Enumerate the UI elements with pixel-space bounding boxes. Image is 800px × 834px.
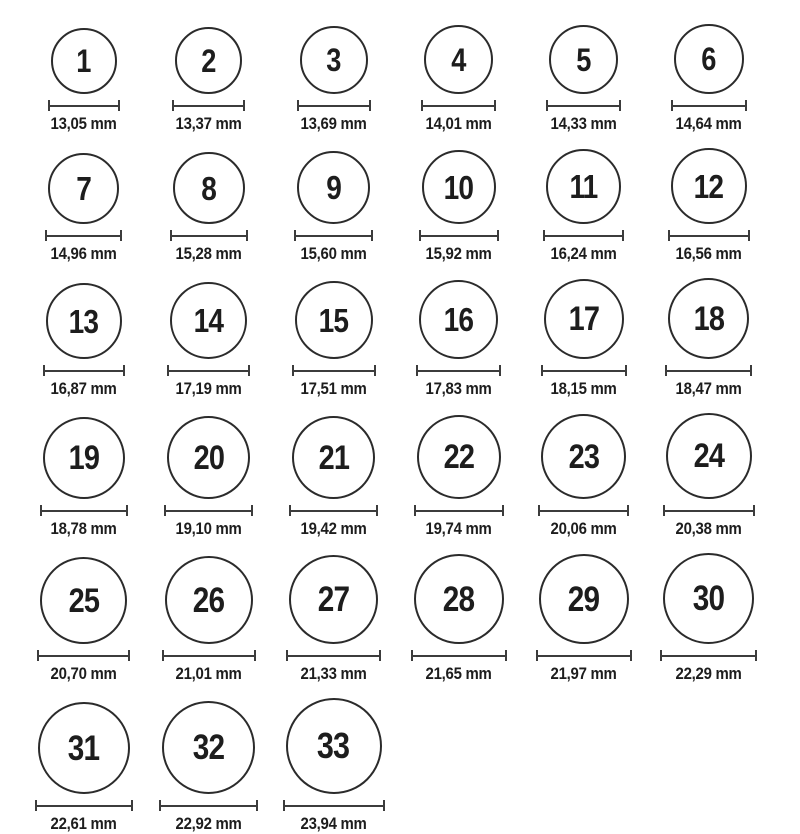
- diameter-dimension-line: [172, 100, 245, 111]
- ring-size-item: [646, 413, 771, 539]
- diameter-label: 16,56 mm: [675, 244, 742, 263]
- ring-circle: [48, 153, 119, 224]
- diameter-label: 17,19 mm: [175, 379, 242, 398]
- ring-circle: [286, 698, 382, 794]
- ring-size-number: 11: [569, 168, 598, 205]
- diameter-dimension-line: [411, 650, 507, 661]
- diameter-dimension-line: [660, 650, 757, 661]
- diameter-dimension-line: [170, 230, 248, 241]
- ring-size-item: [21, 702, 146, 834]
- ring-circle: [297, 151, 370, 224]
- ring-size-number: 17: [568, 300, 599, 338]
- ring-size-item: [21, 153, 146, 264]
- diameter-dimension-line: [421, 100, 496, 111]
- ring-circle: [295, 281, 373, 359]
- ring-circle: [170, 282, 247, 359]
- diameter-dimension-line: [297, 100, 371, 111]
- diameter-dimension-line: [419, 230, 499, 241]
- ring-circle: [419, 280, 498, 359]
- ring-size-number: 24: [693, 437, 724, 475]
- diameter-dimension-line: [416, 365, 501, 376]
- diameter-label: 16,87 mm: [50, 379, 117, 398]
- ring-size-item: [146, 27, 271, 134]
- diameter-label: 16,24 mm: [550, 244, 617, 263]
- ring-size-item: [646, 553, 771, 684]
- ring-circle: [300, 26, 368, 94]
- ring-size-item: [521, 25, 646, 134]
- ring-size-item: [146, 282, 271, 399]
- ring-size-item: [396, 150, 521, 264]
- diameter-dimension-line: [48, 100, 120, 111]
- ring-size-item: [521, 414, 646, 539]
- diameter-dimension-line: [286, 650, 381, 661]
- diameter-label: 21,65 mm: [425, 664, 492, 683]
- ring-size-number: 28: [442, 579, 475, 619]
- ring-size-item: [396, 280, 521, 399]
- ring-size-number: 33: [317, 725, 350, 766]
- ring-size-number: 6: [701, 41, 716, 77]
- ring-circle: [539, 554, 629, 644]
- ring-size-item: [396, 25, 521, 134]
- ring-size-item: [521, 554, 646, 684]
- diameter-dimension-line: [663, 505, 755, 516]
- diameter-dimension-line: [35, 800, 133, 811]
- ring-circle: [38, 702, 130, 794]
- diameter-label: 20,06 mm: [550, 519, 617, 538]
- diameter-dimension-line: [414, 505, 504, 516]
- diameter-dimension-line: [45, 230, 122, 241]
- ring-size-number: 13: [68, 302, 99, 340]
- diameter-dimension-line: [40, 505, 128, 516]
- diameter-label: 15,92 mm: [425, 244, 492, 263]
- ring-circle: [175, 27, 242, 94]
- ring-size-number: 31: [67, 728, 100, 768]
- ring-circle: [167, 416, 250, 499]
- ring-circle: [417, 415, 501, 499]
- diameter-dimension-line: [292, 365, 376, 376]
- diameter-label: 20,70 mm: [50, 664, 117, 683]
- diameter-label: 15,60 mm: [300, 244, 367, 263]
- ring-size-item: [21, 28, 146, 134]
- ring-circle: [51, 28, 117, 94]
- diameter-label: 14,33 mm: [550, 114, 617, 133]
- ring-size-number: 19: [68, 439, 99, 477]
- diameter-label: 23,94 mm: [300, 814, 367, 833]
- diameter-dimension-line: [536, 650, 632, 661]
- diameter-label: 22,61 mm: [50, 814, 117, 833]
- diameter-label: 15,28 mm: [175, 244, 242, 263]
- diameter-label: 18,47 mm: [675, 379, 742, 398]
- ring-size-number: 30: [692, 579, 725, 618]
- diameter-label: 13,37 mm: [175, 114, 242, 133]
- diameter-dimension-line: [665, 365, 752, 376]
- diameter-dimension-line: [167, 365, 250, 376]
- ring-circle: [46, 283, 122, 359]
- ring-size-number: 10: [443, 168, 474, 206]
- diameter-label: 19,74 mm: [425, 519, 492, 538]
- ring-size-item: [271, 26, 396, 134]
- ring-circle: [173, 152, 245, 224]
- ring-size-number: 8: [201, 169, 216, 207]
- diameter-label: 22,92 mm: [175, 814, 242, 833]
- ring-circle: [663, 553, 754, 644]
- ring-circle: [162, 701, 255, 794]
- ring-size-item: [146, 416, 271, 539]
- diameter-dimension-line: [159, 800, 258, 811]
- diameter-label: 17,83 mm: [425, 379, 492, 398]
- diameter-dimension-line: [164, 505, 253, 516]
- ring-circle: [292, 416, 375, 499]
- diameter-dimension-line: [543, 230, 624, 241]
- ring-size-number: 9: [326, 169, 341, 206]
- diameter-dimension-line: [541, 365, 627, 376]
- diameter-label: 18,78 mm: [50, 519, 117, 538]
- diameter-label: 21,33 mm: [300, 664, 367, 683]
- ring-size-number: 27: [317, 580, 350, 619]
- ring-size-number: 22: [443, 438, 474, 476]
- ring-size-item: [271, 281, 396, 399]
- ring-size-number: 26: [192, 580, 225, 620]
- ring-circle: [165, 556, 253, 644]
- ring-size-item: [146, 152, 271, 264]
- ring-circle: [671, 148, 747, 224]
- diameter-dimension-line: [162, 650, 256, 661]
- diameter-label: 21,97 mm: [550, 664, 617, 683]
- ring-size-number: 21: [318, 438, 349, 477]
- ring-circle: [674, 24, 744, 94]
- diameter-label: 21,01 mm: [175, 664, 242, 683]
- ring-size-number: 25: [68, 581, 99, 620]
- ring-circle: [422, 150, 496, 224]
- diameter-label: 13,05 mm: [50, 114, 117, 133]
- ring-size-number: 4: [451, 41, 466, 78]
- ring-size-number: 16: [443, 301, 474, 338]
- diameter-label: 19,42 mm: [300, 519, 367, 538]
- ring-size-number: 23: [568, 437, 599, 476]
- diameter-dimension-line: [283, 800, 385, 811]
- diameter-label: 14,64 mm: [675, 114, 742, 133]
- diameter-label: 17,51 mm: [300, 379, 367, 398]
- diameter-label: 14,01 mm: [425, 114, 492, 133]
- ring-size-number: 29: [567, 579, 600, 619]
- ring-size-item: [21, 283, 146, 399]
- ring-size-item: [146, 701, 271, 834]
- ring-circle: [43, 417, 125, 499]
- ring-size-item: [21, 417, 146, 539]
- ring-size-number: 5: [576, 41, 591, 78]
- ring-size-number: 15: [318, 301, 349, 339]
- ring-size-number: 32: [192, 728, 225, 767]
- ring-size-item: [396, 415, 521, 539]
- ring-size-item: [521, 149, 646, 264]
- ring-size-item: [271, 698, 396, 834]
- diameter-label: 13,69 mm: [300, 114, 367, 133]
- ring-size-number: 3: [326, 42, 341, 78]
- diameter-dimension-line: [37, 650, 130, 661]
- ring-size-item: [646, 24, 771, 134]
- diameter-dimension-line: [546, 100, 621, 111]
- ring-size-item: [271, 555, 396, 684]
- ring-circle: [666, 413, 752, 499]
- ring-size-item: [271, 416, 396, 539]
- diameter-label: 18,15 mm: [550, 379, 617, 398]
- ring-circle: [424, 25, 493, 94]
- ring-circle: [541, 414, 626, 499]
- ring-size-number: 1: [76, 43, 91, 79]
- ring-circle: [544, 279, 624, 359]
- diameter-dimension-line: [538, 505, 629, 516]
- diameter-label: 14,96 mm: [50, 244, 117, 263]
- ring-size-item: [271, 151, 396, 264]
- diameter-label: 19,10 mm: [175, 519, 242, 538]
- ring-circle: [668, 278, 749, 359]
- ring-size-item: [521, 279, 646, 399]
- ring-circle: [289, 555, 378, 644]
- diameter-label: 20,38 mm: [675, 519, 742, 538]
- ring-circle: [40, 557, 127, 644]
- ring-size-number: 2: [201, 42, 216, 79]
- ring-size-item: [21, 557, 146, 684]
- ring-size-number: 14: [193, 302, 224, 339]
- diameter-dimension-line: [289, 505, 378, 516]
- diameter-dimension-line: [43, 365, 125, 376]
- ring-circle: [549, 25, 618, 94]
- ring-size-number: 20: [193, 438, 224, 477]
- ring-circle: [546, 149, 621, 224]
- ring-circle: [414, 554, 504, 644]
- diameter-dimension-line: [671, 100, 747, 111]
- diameter-label: 22,29 mm: [675, 664, 742, 683]
- ring-size-item: [646, 148, 771, 264]
- ring-size-number: 18: [693, 299, 724, 338]
- ring-size-item: [396, 554, 521, 684]
- diameter-dimension-line: [668, 230, 750, 241]
- ring-size-number: 12: [693, 167, 724, 205]
- ring-size-number: 7: [76, 170, 91, 207]
- ring-size-item: [646, 278, 771, 399]
- diameter-dimension-line: [294, 230, 373, 241]
- ring-size-item: [146, 556, 271, 684]
